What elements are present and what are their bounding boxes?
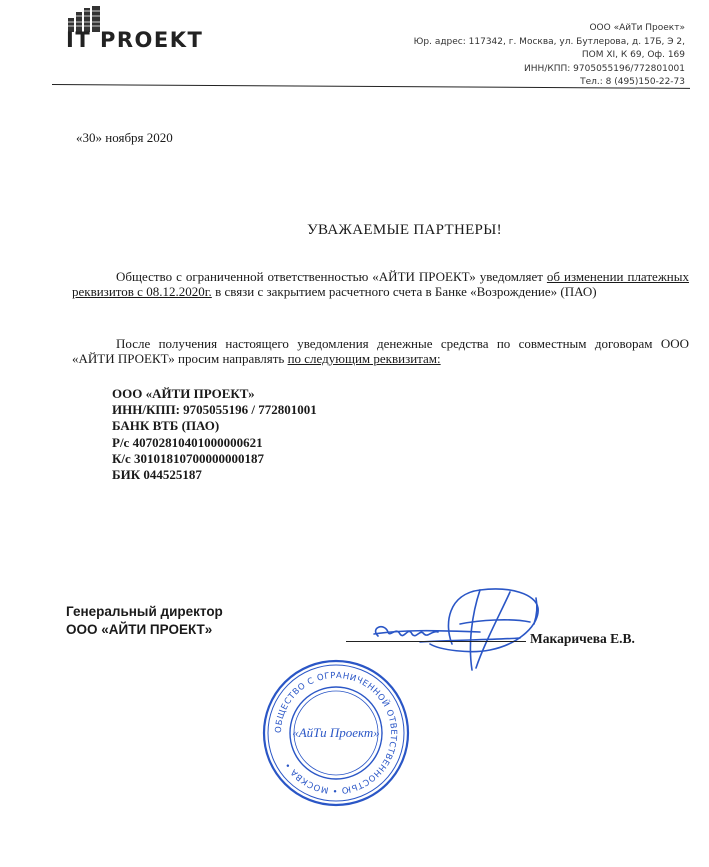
company-phone: Тел.: 8 (495)150-22-73 <box>580 77 685 87</box>
notice-paragraph <box>72 269 689 299</box>
requisite-inn-kpp: ИНН/КПП: 9705055196 / 772801001 <box>112 402 317 418</box>
paragraph1-text-b: в связи с закрытием расчетного счета в Банке «Возрождение» (ПАО) <box>211 284 597 299</box>
director-title-line2: ООО «АЙТИ ПРОЕКТ» <box>66 622 213 637</box>
logo-text: IT PROEKT <box>66 28 204 52</box>
bank-requisites <box>112 386 317 483</box>
stamp-center-text: «АйТи Проект» <box>292 725 380 740</box>
requisite-bank: БАНК ВТБ (ПАО) <box>112 418 220 434</box>
requisite-bik: БИК 044525187 <box>112 467 202 483</box>
director-title <box>66 603 223 639</box>
signature-line <box>346 641 526 642</box>
company-inn-kpp: ИНН/КПП: 9705055196/772801001 <box>524 63 685 74</box>
company-name: ООО «АйТи Проект» <box>589 23 685 33</box>
company-address-line1: Юр. адрес: 117342, г. Москва, ул. Бутлерова, д. 17Б, Э 2, <box>413 36 685 47</box>
company-stamp <box>261 658 411 808</box>
director-title-line1: Генеральный директор <box>66 604 223 619</box>
paragraph2-underlined: по следующим реквизитам: <box>287 351 441 366</box>
company-info <box>385 22 685 90</box>
instruction-paragraph <box>72 336 689 366</box>
company-logo <box>66 6 256 54</box>
letter-date: «30» ноября 2020 <box>76 130 173 145</box>
paragraph1-underlined: об изменении платежных реквизитов с 08.12.2020г. <box>72 269 689 299</box>
stamp-ring-text: ОБЩЕСТВО С ОГРАНИЧЕННОЙ ОТВЕТСТВЕННОСТЬЮ • МОСКВА • <box>273 670 399 796</box>
requisite-corr-account: К/с 30101810700000000187 <box>112 450 265 466</box>
company-address-line2: ПОМ XI, К 69, Оф. 169 <box>581 50 685 60</box>
requisite-account: Р/с 40702810401000000621 <box>112 434 263 450</box>
requisite-company: ООО «АЙТИ ПРОЕКТ» <box>112 386 255 401</box>
signer-name: Макаричева Е.В. <box>530 631 635 646</box>
paragraph2-text: После получения настоящего уведомления денежные средства по совместным договорам ООО «АЙТИ ПРОЕКТ» просим направлять <box>72 336 689 366</box>
paragraph1-text-a: Общество с ограниченной ответственностью «АЙТИ ПРОЕКТ» уведомляет <box>116 269 547 284</box>
salutation: УВАЖАЕМЫЕ ПАРТНЕРЫ! <box>307 222 502 238</box>
